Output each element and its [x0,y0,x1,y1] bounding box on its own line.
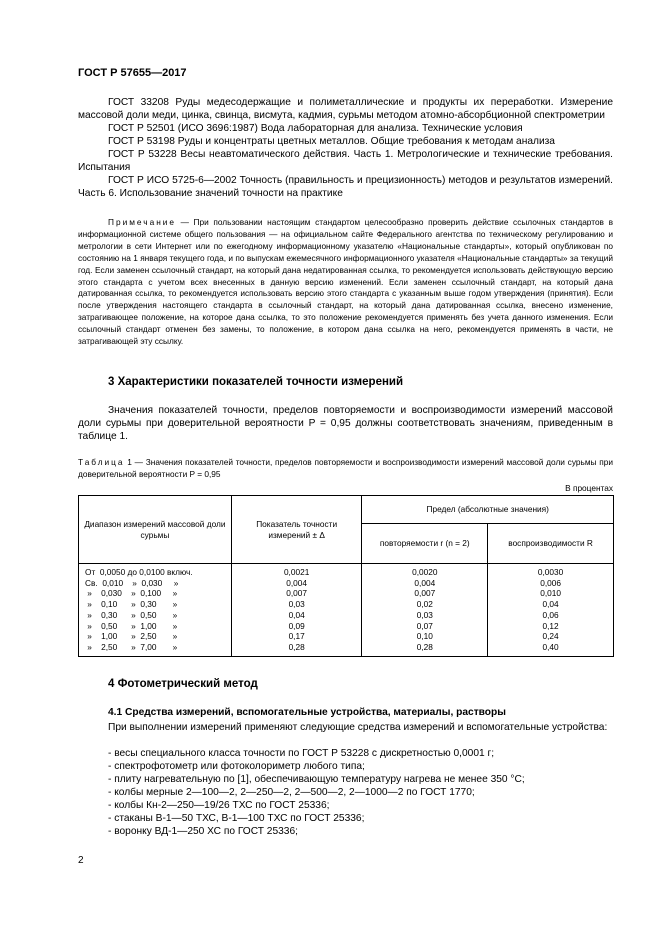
table-row [79,610,614,621]
table-row [79,599,614,610]
cell-reproducibility: 0,24 [488,631,614,642]
cell-range: Св. 0,010 » 0,030 » [79,578,232,589]
cell-accuracy: 0,09 [231,621,362,632]
note-paragraph [78,217,613,348]
cell-reproducibility: 0,06 [488,610,614,621]
cell-reproducibility: 0,006 [488,578,614,589]
precision-table [78,495,614,657]
cell-range: » 0,30 » 0,50 » [79,610,232,621]
subsection-4-1-title: 4.1 Средства измерений, вспомогательные устройства, материалы, растворы [108,707,506,718]
cell-repeatability: 0,0020 [362,564,488,578]
table-caption-text: 1 — Значения показателей точности, пределов повторяемости и воспроизводимости измерений массовой доли сурьмы при доверительной вероятности P = 0,95 [78,457,613,479]
cell-range: » 0,50 » 1,00 » [79,621,232,632]
table-label: Таблица [78,457,125,467]
list-item: - воронку ВД-1—250 ХС по ГОСТ 25336; [108,826,298,837]
table-row [79,588,614,599]
section-3-paragraph: Значения показателей точности, пределов повторяемости и воспроизводимости измерений массовой доли сурьмы при доверительной вероятности P = 0,95 должны соответствовать значениям, приведенным в таблице 1. [78,405,613,442]
reference-item: ГОСТ Р ИСО 5725-6—2002 Точность (правильность и прецизионность) методов и результатов измерений. Часть 6. Использование значений точности на практике [78,175,613,199]
normative-references [78,96,613,200]
table-row [79,621,614,632]
cell-repeatability: 0,28 [362,642,488,656]
table-row [79,642,614,656]
cell-accuracy: 0,004 [231,578,362,589]
list-item: - стаканы В-1—50 ТХС, В-1—100 ТХС по ГОСТ 25336; [108,813,365,824]
page-number: 2 [78,855,84,866]
list-item: - спектрофотометр или фотоколориметр любого типа; [108,761,365,772]
col-header-range: Диапазон измерений массовой доли сурьмы [79,496,232,564]
list-item: - весы специального класса точности по ГОСТ Р 53228 с дискретностью 0,0001 г; [108,748,495,759]
note-label: Примечание [108,217,177,227]
cell-range: » 1,00 » 2,50 » [79,631,232,642]
list-item: - колбы мерные 2—100—2, 2—250—2, 2—500—2, 2—1000—2 по ГОСТ 1770; [108,787,475,798]
section-4-intro: При выполнении измерений применяют следующие средства измерений и вспомогательные устройства: [108,722,608,733]
cell-repeatability: 0,004 [362,578,488,589]
list-item: - колбы Кн-2—250—19/26 ТХС по ГОСТ 25336; [108,800,330,811]
cell-accuracy: 0,28 [231,642,362,656]
table-caption [78,457,613,480]
table-row [79,578,614,589]
cell-reproducibility: 0,40 [488,642,614,656]
cell-accuracy: 0,03 [231,599,362,610]
col-header-accuracy: Показатель точности измерений ± Δ [231,496,362,564]
cell-range: » 2,50 » 7,00 » [79,642,232,656]
cell-reproducibility: 0,12 [488,621,614,632]
cell-range: » 0,10 » 0,30 » [79,599,232,610]
col-header-limit: Предел (абсолютные значения) [362,496,614,524]
running-header: ГОСТ Р 57655—2017 [78,67,187,79]
cell-repeatability: 0,02 [362,599,488,610]
cell-accuracy: 0,007 [231,588,362,599]
reference-item: ГОСТ Р 52501 (ИСО 3696:1987) Вода лабораторная для анализа. Технические условия [108,123,523,134]
reference-item: ГОСТ 33208 Руды медесодержащие и полиметаллические и продукты их переработки. Измерение массовой доли меди, цинка, свинца, висмута, кадмия, сурьмы методом атомно-абсорбционной спектрометрии [78,97,613,121]
cell-accuracy: 0,04 [231,610,362,621]
section-3-title: 3 Характеристики показателей точности измерений [108,376,404,388]
col-header-repeatability: повторяемости r (n = 2) [362,524,488,564]
section-4-title: 4 Фотометрический метод [108,678,258,690]
cell-repeatability: 0,03 [362,610,488,621]
cell-range: От 0,0050 до 0,0100 включ. [79,564,232,578]
cell-range: » 0,030 » 0,100 » [79,588,232,599]
cell-accuracy: 0,17 [231,631,362,642]
cell-reproducibility: 0,0030 [488,564,614,578]
reference-item: ГОСТ Р 53198 Руды и концентраты цветных металлов. Общие требования к методам анализа [108,136,555,147]
reference-item: ГОСТ Р 53228 Весы неавтоматического действия. Часть 1. Метрологические и технические требования. Испытания [78,149,613,173]
table-row [79,564,614,578]
list-item: - плиту нагревательную по [1], обеспечивающую температуру нагрева не менее 350 °С; [108,774,525,785]
cell-repeatability: 0,10 [362,631,488,642]
cell-repeatability: 0,007 [362,588,488,599]
cell-repeatability: 0,07 [362,621,488,632]
equipment-list [108,747,613,838]
table-body [79,564,614,657]
col-header-reproducibility: воспроизводимости R [488,524,614,564]
table-row [79,631,614,642]
cell-reproducibility: 0,04 [488,599,614,610]
cell-accuracy: 0,0021 [231,564,362,578]
table-units: В процентах [565,483,613,493]
cell-reproducibility: 0,010 [488,588,614,599]
note-text: — При пользовании настоящим стандартом целесообразно проверить действие ссылочных стандартов в информационной системе общего пользования — на официальном сайте Федерального агентства по техническому регулированию и метрологии в сети Интернет или по ежегодному информационному указателю «Национальные стандарты», который опубликован по состоянию на 1 января текущего года, и по выпускам ежемесячного информационного указателя «Национальные стандарты» за текущий год. Если заменен ссылочный стандарт, на который дана недатированная ссылка, то рекомендуется использовать действующую версию этого стандарта с учетом всех внесенных в данную версию изменений. Если заменен ссылочный стандарт, на который дана датированная ссылка, то рекомендуется использовать версию этого стандарта с указанным выше годом утверждения (принятия). Если после утверждения настоящего стандарта в ссылочный стандарт, на который дана датированная ссылка, внесено изменение, затрагивающее положение, на которое дана ссылка, то это положение рекомендуется применять без учета данного изменения. Если ссылочный стандарт отменен без замены, то положение, в котором дана ссылка на него, рекомендуется применять в части, не затрагивающей эту ссылку. [78,217,613,347]
